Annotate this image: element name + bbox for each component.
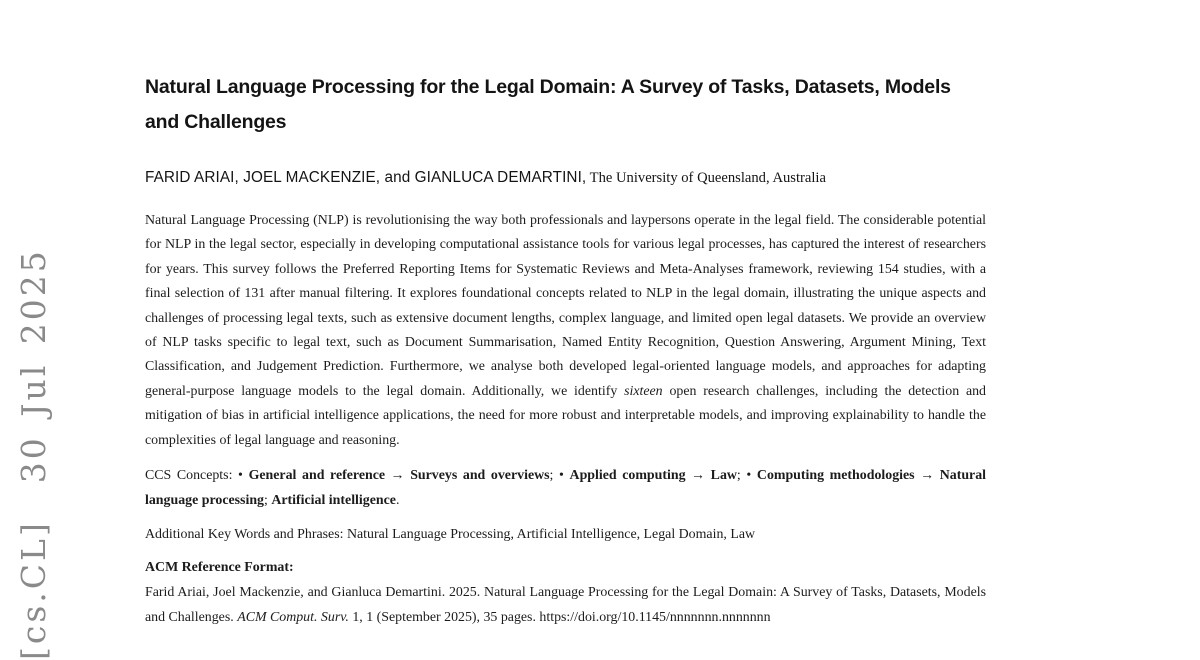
ccs-separator: ; •: [549, 468, 570, 484]
acm-reference-citation: Farid Ariai, Joel Mackenzie, and Gianluca Demartini. 2025. Natural Language Processing for the Legal Domain: A Survey of Tasks, Datasets, Models and Challenges.: [145, 585, 986, 626]
ccs-separator: ; •: [736, 468, 757, 484]
ccs-label: CCS Concepts: •: [145, 468, 249, 484]
ccs-concepts: [145, 463, 986, 513]
abstract-text-1: Natural Language Processing (NLP) is revolutionising the way both professionals and laypersons operate in the legal field. The considerable potential for NLP in the legal sector, especially in developing computational assistance tools for various legal processes, has captured the interest of researchers for years. This survey follows the Preferred Reporting Items for Systematic Reviews and Meta-Analyses framework, reviewing 154 studies, with a final selection of 131 after manual filtering. It explores foundational concepts related to NLP in the legal domain, illustrating the unique aspects and challenges of processing legal texts, such as extensive document lengths, complex language, and limited open legal datasets. We provide an overview of NLP tasks specific to legal text, such as Document Summarisation, Named Entity Recognition, Question Answering, Argument Mining, Text Classification, and Judgement Prediction. Furthermore, we analyse both developed legal-oriented language models, and approaches for adapting general-purpose language models to the legal domain. Additionally, we identify: [145, 213, 986, 399]
acm-reference-heading: ACM Reference Format:: [145, 560, 294, 576]
acm-reference-text: [145, 580, 986, 630]
ccs-concept-general-reference: General and reference → Surveys and overviews: [248, 468, 550, 484]
author-affiliation: The University of Queensland, Australia: [586, 170, 826, 186]
arxiv-watermark: [cs.CL] 30 Jul 2025: [14, 248, 53, 660]
paper-title: Natural Language Processing for the Legal Domain: A Survey of Tasks, Datasets, Models and Challenges: [145, 76, 951, 133]
ccs-concept-artificial-intelligence: Artificial intelligence: [271, 493, 396, 509]
ccs-period: .: [395, 493, 400, 509]
acm-journal-name: ACM Comput. Surv.: [237, 610, 349, 626]
doi-link[interactable]: https://doi.org/10.1145/nnnnnnn.nnnnnnn: [539, 610, 771, 626]
keywords-line: Additional Key Words and Phrases: Natural Language Processing, Artificial Intelligence, Legal Domain, Law: [145, 527, 756, 543]
authors-line: [145, 168, 986, 188]
abstract-text-2: open research challenges, including the detection and mitigation of bias in artificial intelligence applications, the need for more robust and interpretable models, and improving explainability to handle the complexities of legal language and reasoning.: [145, 383, 986, 448]
acm-reference-issue: 1, 1 (September 2025), 35 pages.: [348, 610, 540, 626]
ccs-concept-applied-computing: Applied computing → Law: [569, 468, 737, 484]
abstract-italic-word: sixteen: [624, 383, 663, 399]
ccs-concept-computing-methodologies: Computing methodologies → Natural language processing: [145, 468, 987, 509]
ccs-separator: ;: [264, 493, 272, 509]
abstract: [145, 209, 986, 453]
paper-page: [145, 70, 986, 630]
author-names: FARID ARIAI, JOEL MACKENZIE, and GIANLUCA DEMARTINI,: [145, 169, 587, 186]
